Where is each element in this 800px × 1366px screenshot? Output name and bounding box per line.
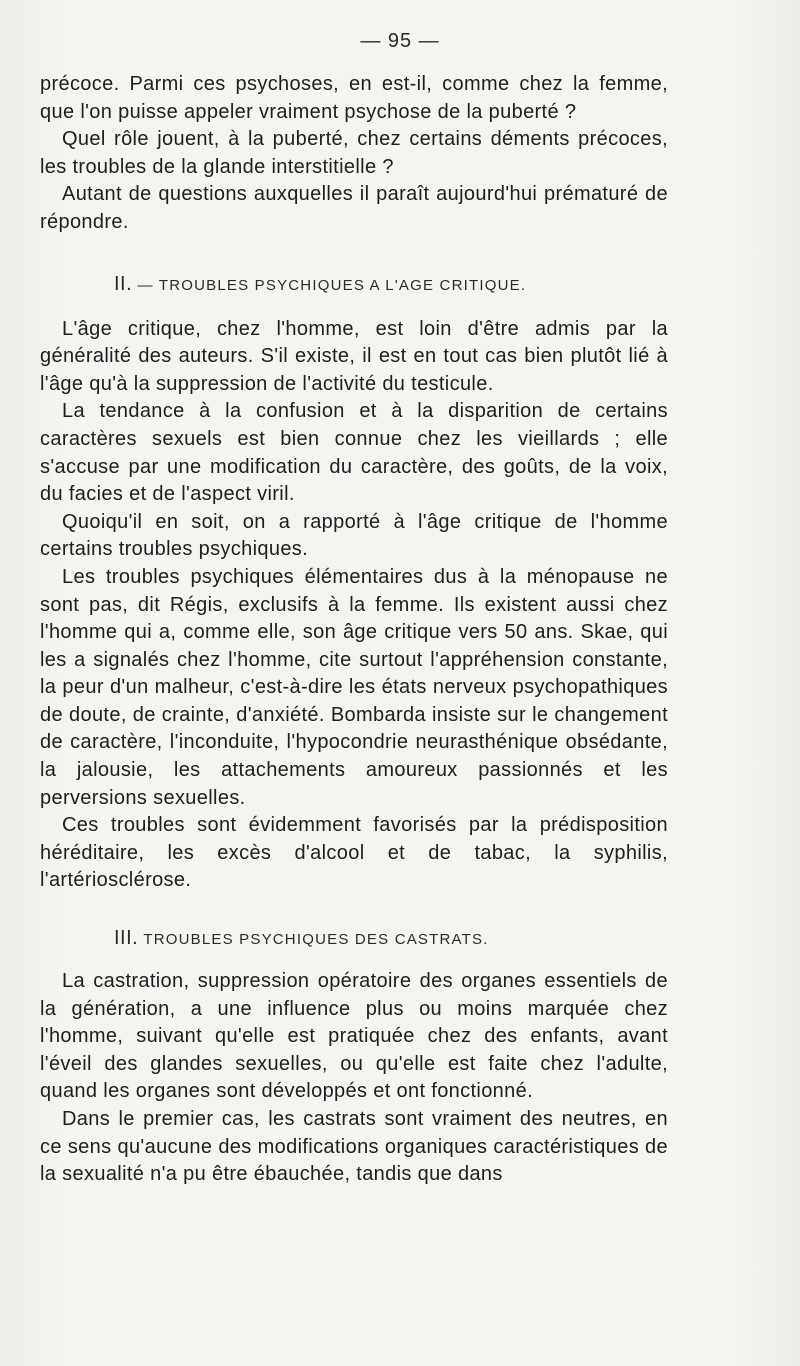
- paragraph-s3-1: La castration, suppression opératoire des organes essentiels de la génération, a une influence plus ou moins marquée chez l'homme, suivant qu'elle est pratiquée chez des enfants, avant l'éveil des glandes sexuelles, ou qu'elle est faite chez l'adulte, quand les organes sont développés et ont fonctionné.: [40, 970, 668, 1103]
- paragraph-s2-2: La tendance à la confusion et à la disparition de certains caractères sexuels est bien connue chez les vieillards ; elle s'accuse par une modification du caractère, des goûts, de la voix, du facies et de l'aspect viril.: [40, 400, 668, 506]
- body-text: [40, 71, 668, 1189]
- section-2-title: — TROUBLES PSYCHIQUES A L'AGE CRITIQUE.: [137, 276, 527, 294]
- page-number: — 95 —: [360, 30, 440, 52]
- section-3-title: TROUBLES PSYCHIQUES DES CASTRATS.: [143, 931, 489, 949]
- section-heading-2: [40, 271, 668, 299]
- paragraph-intro-2: Quel rôle jouent, à la puberté, chez certains déments précoces, les troubles de la glande interstitielle ?: [40, 128, 668, 178]
- paragraph-s2-5: Ces troubles sont évidemment favorisés par la prédisposition héréditaire, les excès d'alcool et de tabac, la syphilis, l'artériosclérose.: [40, 814, 668, 892]
- paragraph-intro-3: Autant de questions auxquelles il paraît aujourd'hui prématuré de répondre.: [40, 183, 668, 233]
- paragraph-s3-2: Dans le premier cas, les castrats sont vraiment des neutres, en ce sens qu'aucune des modifications organiques caractéristiques de la sexualité n'a pu être ébauchée, tandis que dans: [40, 1108, 668, 1186]
- section-3-number: III.: [114, 927, 139, 950]
- section-2-number: II.: [114, 272, 133, 295]
- section-heading-3: [40, 925, 668, 953]
- paragraph-s2-1: L'âge critique, chez l'homme, est loin d'être admis par la généralité des auteurs. S'il existe, il est en tout cas bien plutôt lié à l'âge qu'à la suppression de l'activité du testicule.: [40, 317, 668, 395]
- paragraph-s2-4: Les troubles psychiques élémentaires dus à la ménopause ne sont pas, dit Régis, exclusifs à la femme. Ils existent aussi chez l'homme qui a, comme elle, son âge critique vers 50 ans. Skae, qui les a signalés chez l'homme, cite surtout l'appréhension constante, la peur d'un malheur, c'est-à-dire les états nerveux psychopathiques de doute, de crainte, d'anxiété. Bombarda insiste sur le changement de caractère, l'inconduite, l'hypocondrie neurasthénique obsédante, la jalousie, les attachements amoureux passionnés et les perversions sexuelles.: [40, 565, 668, 809]
- paragraph-intro-1: précoce. Parmi ces psychoses, en est-il, comme chez la femme, que l'on puisse appeler vraiment psychose de la puberté ?: [40, 73, 668, 123]
- paragraph-s2-3: Quoiqu'il en soit, on a rapporté à l'âge critique de l'homme certains troubles psychiques.: [40, 510, 668, 561]
